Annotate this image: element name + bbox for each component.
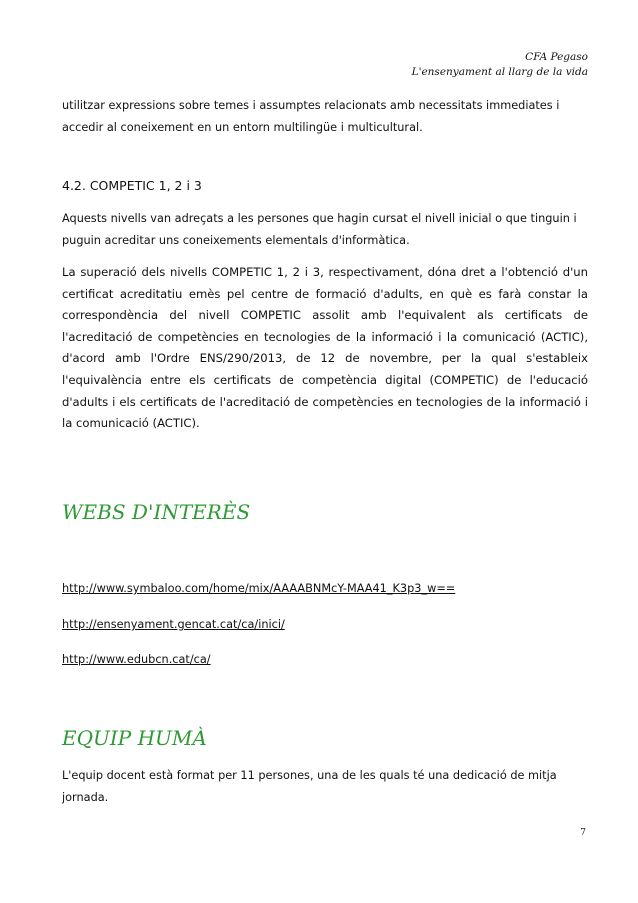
link-symbaloo[interactable]: http://www.symbaloo.com/home/mix/AAAABNMcY-MAA41_K3p3_w== bbox=[62, 582, 456, 595]
competic-paragraph-2: La superació dels nivells COMPETIC 1, 2 i 3, respectivament, dóna dret a l'obtenció d'un certificat acreditatiu emès pel centre de formació d'adults, en què es farà constar la correspondència del nivell COMPETIC assolit amb l'equivalent als certificats de l'acreditació de competències en tecnologies de la informació i la comunicació (ACTIC), d'acord amb l'Ordre ENS/290/2013, de 12 de novembre, per la qual s'estableix l'equivalència entre els certificats de competència digital (COMPETIC) de l'educació d'adults i els certificats de l'acreditació de competències en tecnologies de la informació i la comunicació (ACTIC). bbox=[62, 265, 588, 431]
link-ensenyament[interactable]: http://ensenyament.gencat.cat/ca/inici/ bbox=[62, 618, 285, 631]
page-header bbox=[412, 50, 588, 80]
equip-heading: EQUIP HUMÀ bbox=[62, 726, 207, 750]
header-tagline: L'ensenyament al llarg de la vida bbox=[411, 66, 588, 78]
competic-heading: 4.2. COMPETIC 1, 2 i 3 bbox=[62, 178, 202, 193]
intro-paragraph: utilitzar expressions sobre temes i assumptes relacionats amb necessitats immediates i accedir al coneixement en un entorn multilingüe i multicultural. bbox=[62, 99, 560, 134]
webs-heading: WEBS D'INTERÈS bbox=[62, 500, 251, 524]
header-org-name: CFA Pegaso bbox=[525, 51, 588, 63]
page-number: 7 bbox=[580, 828, 586, 838]
competic-paragraph-1: Aquests nivells van adreçats a les persones que hagin cursat el nivell inicial o que tinguin i puguin acreditar uns coneixements elementals d'informàtica. bbox=[62, 212, 577, 247]
link-edubcn[interactable]: http://www.edubcn.cat/ca/ bbox=[62, 653, 211, 666]
equip-paragraph: L'equip docent està format per 11 persones, una de les quals té una dedicació de mitja jornada. bbox=[62, 769, 557, 804]
